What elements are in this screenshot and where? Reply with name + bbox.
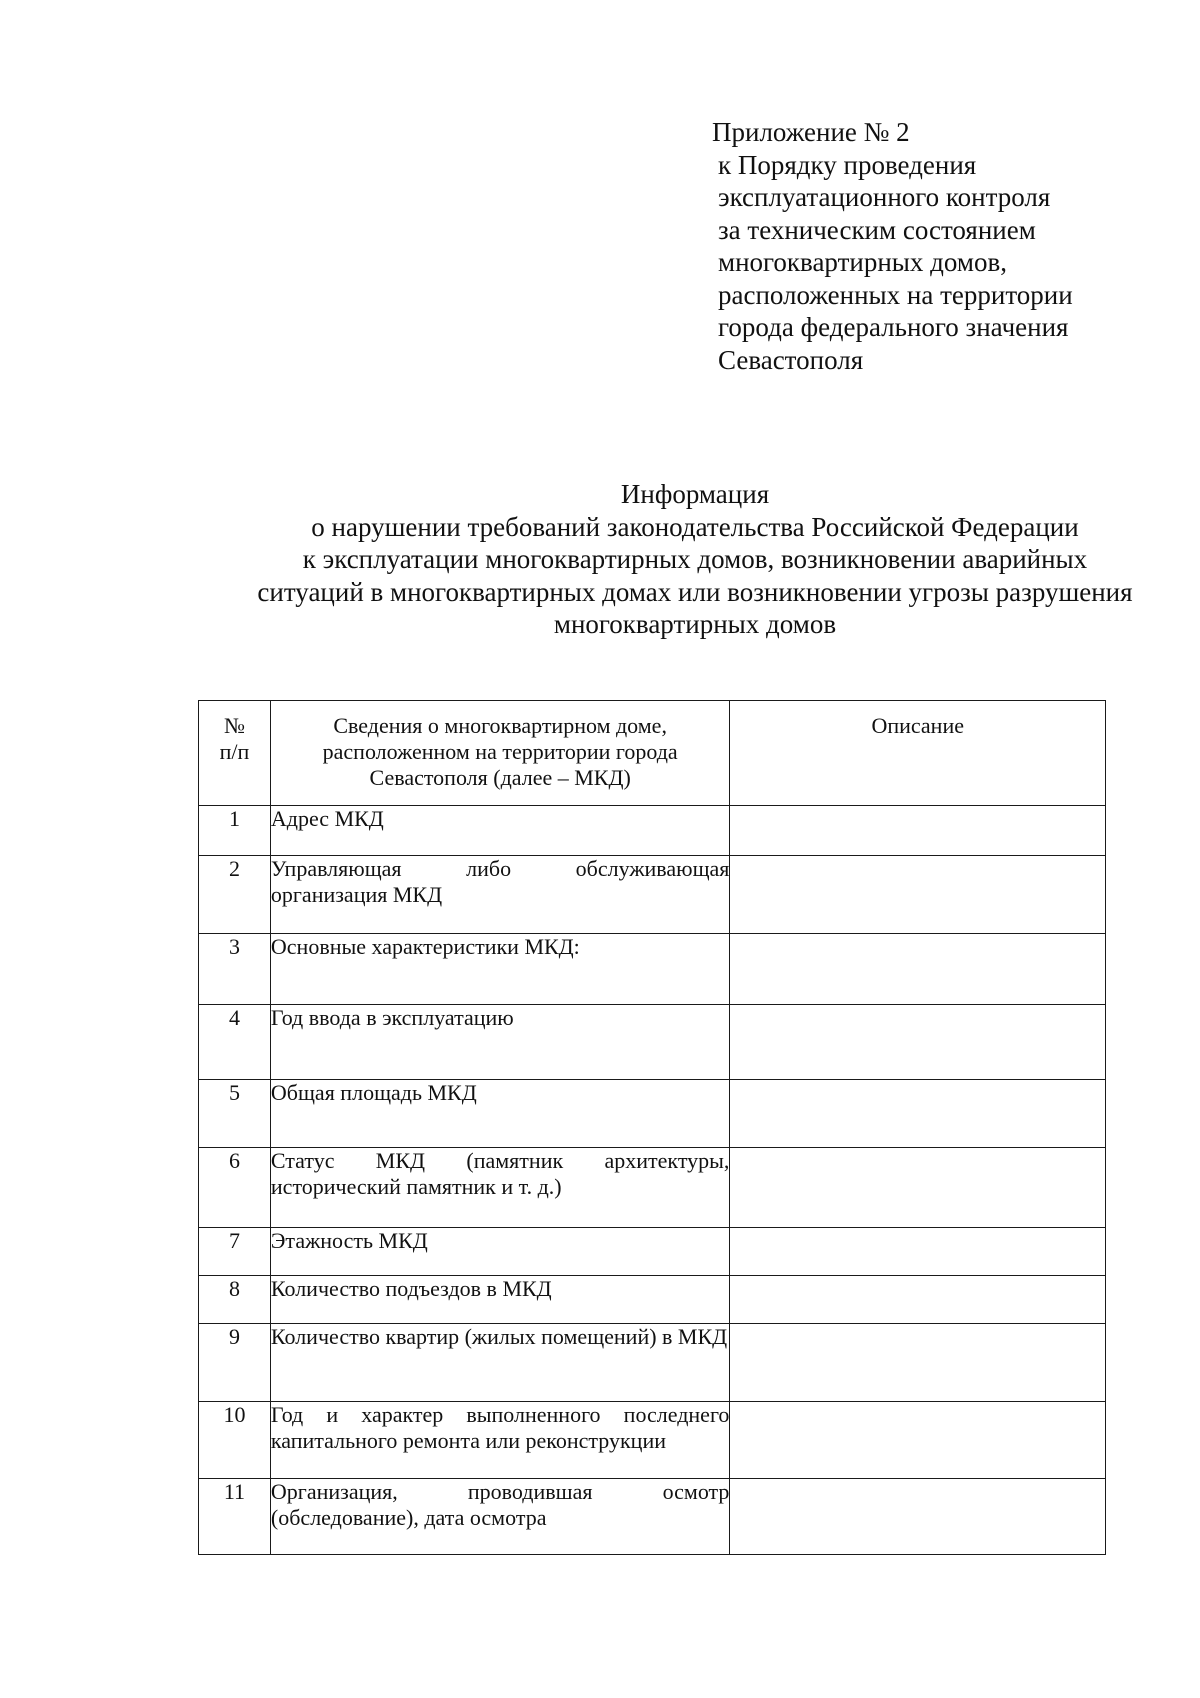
- info-table: [198, 700, 1106, 1555]
- row-label: Адрес МКД: [270, 806, 730, 856]
- header-info: Сведения о многоквартирном доме, расположенном на территории города Севастополя (далее – МКД): [270, 701, 730, 806]
- header-num: № п/п: [199, 701, 271, 806]
- row-label: Статус МКД (памятник архитектуры, исторический памятник и т. д.): [270, 1148, 730, 1228]
- title-heading: Информация: [620, 479, 770, 509]
- table-row: [199, 856, 1106, 934]
- row-number: 10: [199, 1402, 271, 1479]
- row-description-cell[interactable]: [730, 934, 1106, 1005]
- row-label: Общая площадь МКД: [270, 1080, 730, 1148]
- appendix-line: многоквартирных домов,: [718, 247, 1007, 277]
- row-number: 7: [199, 1228, 271, 1276]
- header-description: Описание: [730, 701, 1106, 806]
- row-number: 6: [199, 1148, 271, 1228]
- row-description-cell[interactable]: [730, 1324, 1106, 1402]
- document-title: [200, 478, 1190, 641]
- row-description-cell[interactable]: [730, 1148, 1106, 1228]
- appendix-note: [712, 116, 1073, 376]
- row-number: 8: [199, 1276, 271, 1324]
- row-number: 11: [199, 1479, 271, 1555]
- row-label: Этажность МКД: [270, 1228, 730, 1276]
- row-description-cell[interactable]: [730, 1080, 1106, 1148]
- row-description-cell[interactable]: [730, 1402, 1106, 1479]
- table-row: [199, 1276, 1106, 1324]
- appendix-line: Севастополя: [718, 344, 864, 375]
- row-description-cell[interactable]: [730, 1228, 1106, 1276]
- row-label: Год и характер выполненного последнего капитального ремонта или реконструкции: [270, 1402, 730, 1479]
- row-description-cell[interactable]: [730, 1005, 1106, 1080]
- table-row: [199, 1005, 1106, 1080]
- table-row: [199, 1402, 1106, 1479]
- row-label: Основные характеристики МКД:: [270, 934, 730, 1005]
- table-row: [199, 1148, 1106, 1228]
- row-description-cell[interactable]: [730, 856, 1106, 934]
- row-description-cell[interactable]: [730, 1479, 1106, 1555]
- table-row: [199, 1324, 1106, 1402]
- row-label: Год ввода в эксплуатацию: [270, 1005, 730, 1080]
- appendix-line: эксплуатационного контроля: [718, 182, 1051, 212]
- table-row: [199, 934, 1106, 1005]
- row-label: Управляющая либо обслуживающая организация МКД: [270, 856, 730, 934]
- row-number: 1: [199, 806, 271, 856]
- table-row: [199, 1080, 1106, 1148]
- table-row: [199, 806, 1106, 856]
- row-number: 3: [199, 934, 271, 1005]
- title-line: к эксплуатации многоквартирных домов, возникновении аварийных: [302, 544, 1088, 574]
- table-row: [199, 1228, 1106, 1276]
- row-number: 9: [199, 1324, 271, 1402]
- title-line: о нарушении требований законодательства Российской Федерации: [311, 511, 1079, 542]
- row-label: Количество квартир (жилых помещений) в МКД: [270, 1324, 730, 1402]
- row-number: 4: [199, 1005, 271, 1080]
- row-description-cell[interactable]: [730, 1276, 1106, 1324]
- row-label: Организация, проводившая осмотр (обследование), дата осмотра: [270, 1479, 730, 1555]
- title-line: многоквартирных домов: [553, 609, 837, 639]
- row-description-cell[interactable]: [730, 806, 1106, 856]
- table-row: [199, 1479, 1106, 1555]
- appendix-line: города федерального значения: [718, 312, 1069, 342]
- title-line: ситуаций в многоквартирных домах или возникновении угрозы разрушения: [257, 576, 1133, 607]
- appendix-line: к Порядку проведения: [718, 149, 977, 180]
- appendix-line: расположенных на территории: [718, 279, 1073, 310]
- appendix-line: за техническим состоянием: [718, 214, 1036, 245]
- appendix-line: Приложение № 2: [712, 117, 910, 147]
- table-header-row: [199, 701, 1106, 806]
- row-number: 5: [199, 1080, 271, 1148]
- row-label: Количество подъездов в МКД: [270, 1276, 730, 1324]
- row-number: 2: [199, 856, 271, 934]
